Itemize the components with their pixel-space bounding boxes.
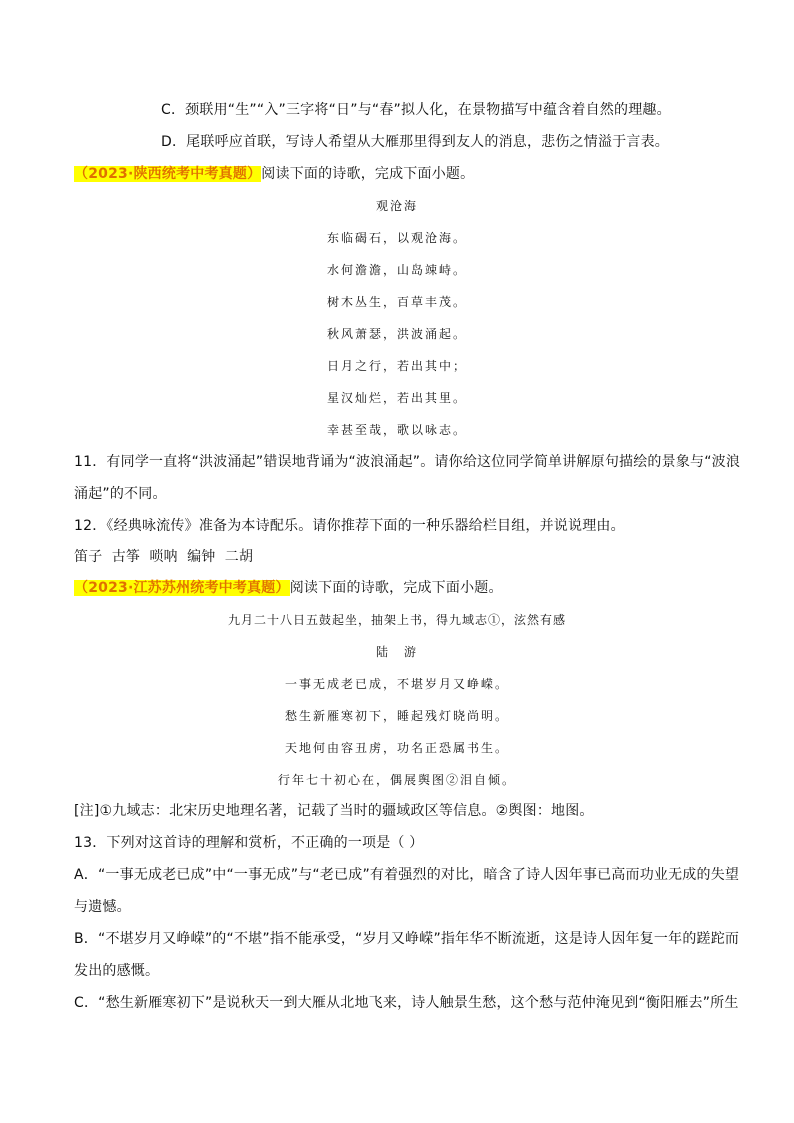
poem2-author: 陆 游	[375, 645, 418, 659]
question-12-stem: 12．《经典咏流传》准备为本诗配乐。请你推荐下面的一种乐器给栏目组，并说说理由。	[74, 518, 625, 534]
poem2-line: 行年七十初心在，偶展舆图②泪自倾。	[277, 773, 516, 787]
question-13-option-a-line1: A．“一事无成老已成”中“一事无成”与“老已成”有着强烈的对比，暗含了诗人因年事已高而功业无成的失望	[74, 867, 740, 883]
question-11-line1: 11．有同学一直将“洪波涌起”错误地背诵为“波浪涌起”。请你给这位同学简单讲解原句描绘的景象与“波浪	[74, 454, 741, 470]
question-11-line2: 涌起”的不同。	[74, 486, 167, 502]
poem2-note: [注]①九域志：北宋历史地理名著，记载了当时的疆域政区等信息。②舆图：地图。	[74, 803, 594, 819]
poem2-title: 九月二十八日五鼓起坐，抽架上书，得九域志①，泫然有感	[227, 613, 566, 627]
section1-header	[74, 164, 474, 184]
poem1-line: 东临碣石，以观沧海。	[326, 231, 467, 245]
section2-header	[74, 578, 503, 598]
poem1-line: 日月之行，若出其中；	[326, 359, 467, 373]
question-13-stem: 13．下列对这首诗的理解和赏析，不正确的一项是（ ）	[74, 835, 424, 851]
poem1-line: 树木丛生，百草丰茂。	[326, 295, 467, 309]
poem1-line: 水何澹澹，山岛竦峙。	[326, 263, 467, 277]
question-13-option-a-line2: 与遗憾。	[74, 899, 131, 915]
poem1-title: 观沧海	[375, 199, 418, 213]
poem2-line: 一事无成老已成，不堪岁月又峥嵘。	[284, 677, 509, 691]
question-12-instruments: 笛子 古筝 唢呐 编钟 二胡	[74, 549, 254, 565]
poem2-line: 天地何由容丑虏，功名正恐属书生。	[284, 741, 509, 755]
poem2-line: 愁生新雁寒初下，睡起残灯晓尚明。	[284, 709, 509, 723]
poem1-line: 秋风萧瑟，洪波涌起。	[326, 327, 467, 341]
option-d-prev: D．尾联呼应首联，写诗人希望从大雁那里得到友人的消息，悲伤之情溢于言表。	[161, 134, 669, 150]
section2-source-tag: （2023·江苏苏州统考中考真题）	[74, 580, 290, 596]
section1-source-tag: （2023·陕西统考中考真题）	[74, 166, 262, 182]
question-13-option-b-line1: B．“不堪岁月又峥嵘”的“不堪”指不能承受，“岁月又峥嵘”指年华不断流逝，这是诗人因年复一年的蹉跎而	[74, 931, 740, 947]
poem1-line: 幸甚至哉，歌以咏志。	[326, 423, 467, 437]
poem1-line: 星汉灿烂，若出其里。	[326, 391, 467, 405]
question-13-option-b-line2: 发出的感慨。	[74, 963, 160, 979]
option-c-prev: C．颈联用“生”“入”三字将“日”与“春”拟人化，在景物描写中蕴含着自然的理趣。	[161, 102, 671, 118]
question-13-option-c-line1: C．“愁生新雁寒初下”是说秋天一到大雁从北地飞来，诗人触景生愁，这个愁与范仲淹见到“衡阳雁去”所生	[74, 995, 739, 1011]
section2-intro: 阅读下面的诗歌，完成下面小题。	[289, 580, 503, 596]
section1-intro: 阅读下面的诗歌，完成下面小题。	[261, 166, 475, 182]
